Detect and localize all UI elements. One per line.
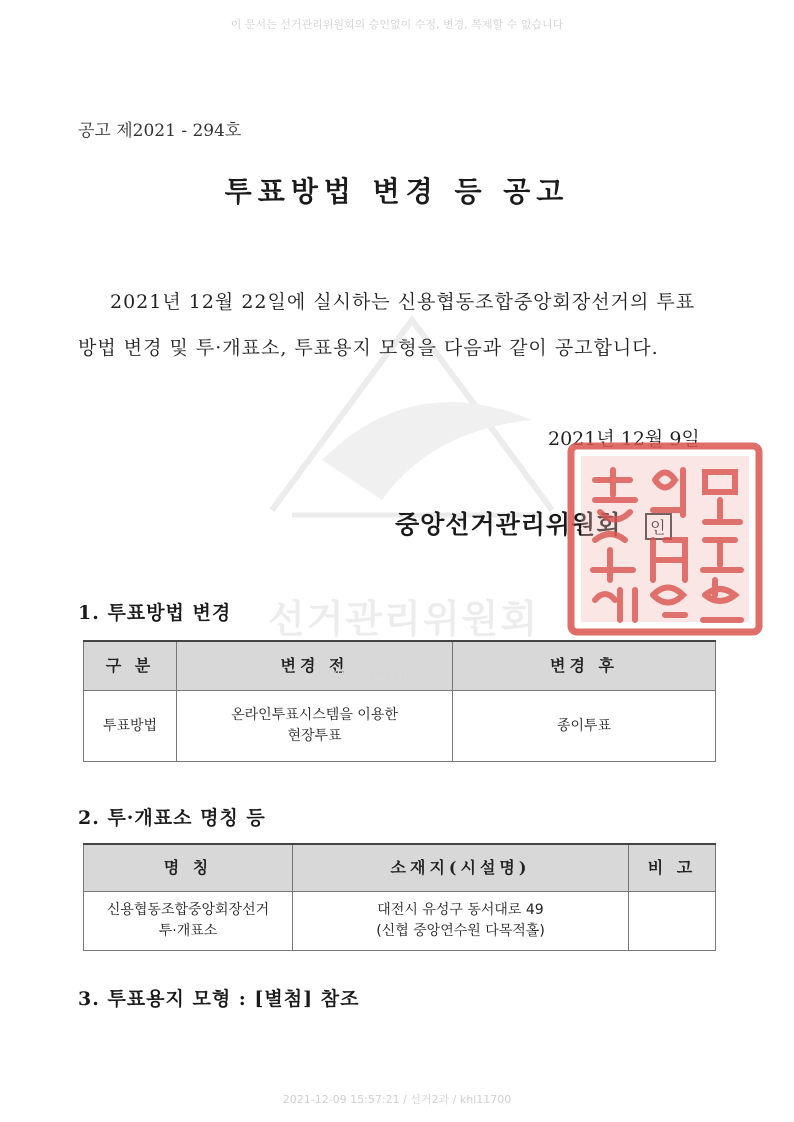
cell-category: 투표방법 [84,691,177,762]
cell-name-line-2: 투·개표소 [158,923,218,939]
table-header-row [84,641,716,691]
body-text-line-2: 방법 변경 및 투·개표소, 투표용지 모형을 다음과 같이 공고합니다. [78,337,659,359]
seal-mark: 인 [645,513,671,540]
cell-before [177,691,453,762]
cell-location [293,892,629,951]
watermark-text: 선거관리위원회 [268,597,539,641]
voting-method-table [83,640,716,762]
cell-name [84,892,293,951]
section-2-title: 2. 투·개표소 명칭 등 [78,807,266,829]
document-title: 투표방법 변경 등 공고 [224,175,570,208]
header-confidential-note: 이 문서는 선거관리위원회의 승인없이 수정, 변경, 복제할 수 없습니다 [230,18,564,31]
header-name: 명 칭 [84,844,293,892]
cell-before-line-1: 온라인투표시스템을 이용한 [231,707,398,723]
section-1-title: 1. 투표방법 변경 [78,602,232,624]
header-before: 변경 전 [177,641,453,691]
notice-date: 2021년 12월 9일 [548,428,700,450]
cell-name-line-1: 신용협동조합중앙회장선거 [106,902,270,918]
cell-location-line-2: (신협 중앙연수원 다목적홀) [376,923,545,939]
table-header-row [84,844,716,892]
watermark-inline-text: 2021 / khl11700 [330,668,421,681]
body-text-line-1: 2021년 12월 22일에 실시하는 신용협동조합중앙회장선거의 투표 [110,291,696,313]
cell-location-line-1: 대전시 유성구 동서대로 49 [377,902,544,918]
cell-note [629,892,716,951]
polling-station-table [83,843,716,951]
header-after: 변경 후 [453,641,716,691]
header-note: 비 고 [629,844,716,892]
organization-name: 중앙선거관리위원회 [395,510,622,539]
table-row [84,892,716,951]
section-3-title: 3. 투표용지 모형 : [별첨] 참조 [78,988,360,1010]
notice-number: 공고 제2021 - 294호 [78,121,242,141]
table-row [84,691,716,762]
cell-before-line-2: 현장투표 [287,728,342,744]
header-location: 소재지(시설명) [293,844,629,892]
cell-after: 종이투표 [453,691,716,762]
header-category: 구 분 [84,641,177,691]
footer-print-stamp: 2021-12-09 15:57:21 / 선거2과 / khl11700 [282,1093,512,1106]
official-seal [565,440,765,638]
